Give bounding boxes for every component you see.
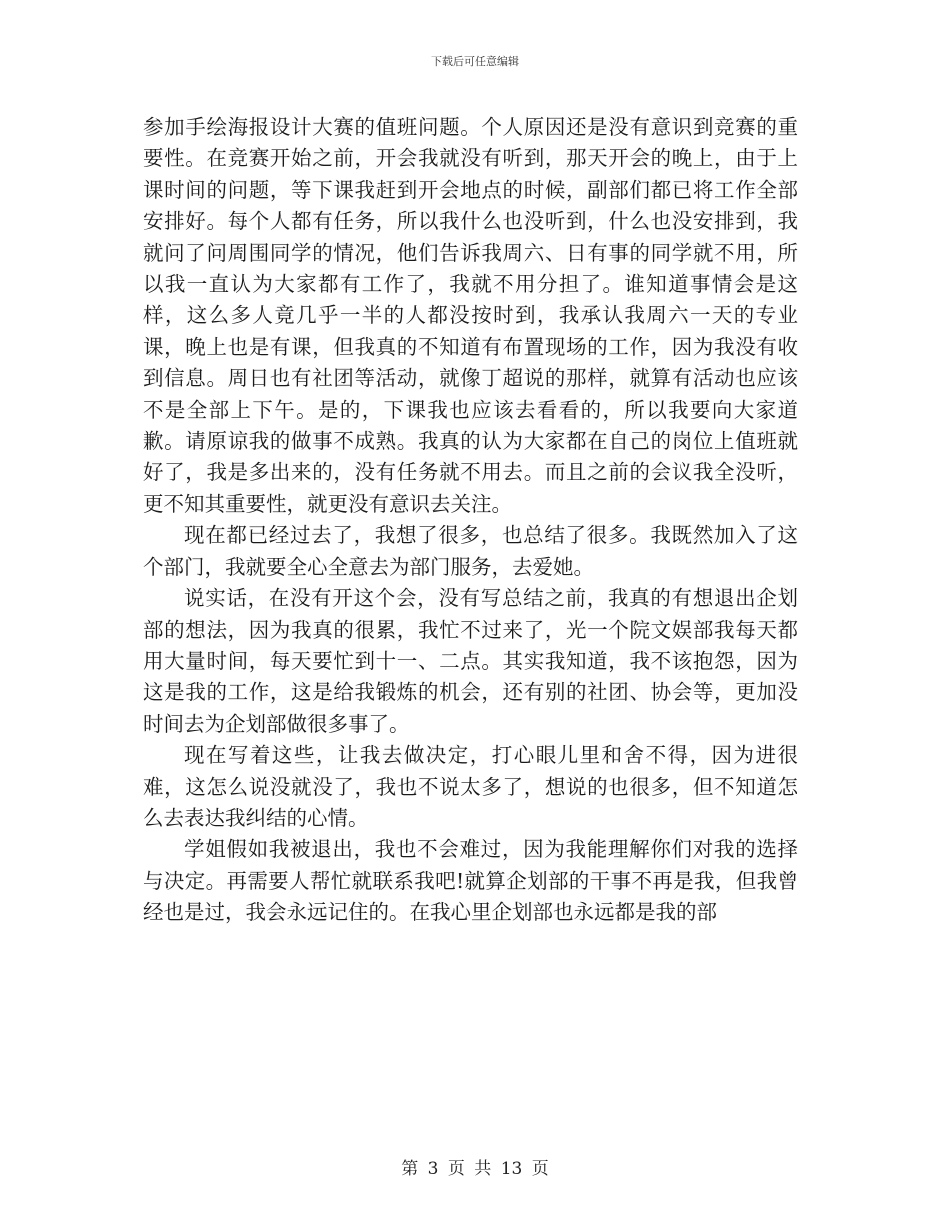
page-header: 下载后可任意编辑 [431,55,519,68]
paragraph-3: 说实话，在没有开这个会，没有写总结之前，我真的有想退出企划部的想法，因为我真的很累，我忙不过来了，光一个院文娱部我每天都用大量时间，每天要忙到十一、二点。其实我知道，我不该抱怨，因为这是我的工作，这是给我锻炼的机会，还有别的社团、协会等，更加没时间去为企划部做很多事了。 [143,586,798,736]
paragraph-4: 现在写着这些，让我去做决定，打心眼儿里和舍不得，因为进很难，这怎么说没就没了，我也不说太多了，想说的也很多，但不知道怎么去表达我纠结的心情。 [143,743,798,830]
paragraph-5: 学姐假如我被退出，我也不会难过，因为我能理解你们对我的选择与决定。再需要人帮忙就联系我吧!就算企划部的干事不再是我，但我曾经也是过，我会永远记住的。在我心里企划部也永远都是我的部 [143,837,798,925]
paragraph-2: 现在都已经过去了，我想了很多，也总结了很多。我既然加入了这个部门，我就要全心全意去为部门服务，去爱她。 [143,523,798,579]
document-body [143,112,798,929]
paragraph-1: 参加手绘海报设计大赛的值班问题。个人原因还是没有意识到竞赛的重要性。在竞赛开始之前，开会我就没有听到，那天开会的晚上，由于上课时间的问题，等下课我赶到开会地点的时候，副部们都已将工作全部安排好。每个人都有任务，所以我什么也没听到，什么也没安排到，我就问了问周围同学的情况，他们告诉我周六、日有事的同学就不用，所以我一直认为大家都有工作了，我就不用分担了。谁知道事情会是这样，这么多人竟几乎一半的人都没按时到，我承认我周六一天的专业课，晚上也是有课，但我真的不知道有布置现场的工作，因为我没有收到信息。周日也有社团等活动，就像丁超说的那样，就算有活动也应该不是全部上下午。是的，下课我也应该去看看的，所以我要向大家道歉。请原谅我的做事不成熟。我真的认为大家都在自己的岗位上值班就好了，我是多出来的，没有任务就不用去。而且之前的会议我全没听，更不知其重要性，就更没有意识去关注。 [143,115,798,516]
page-footer: 第 3 页 共 13 页 [401,1159,549,1179]
